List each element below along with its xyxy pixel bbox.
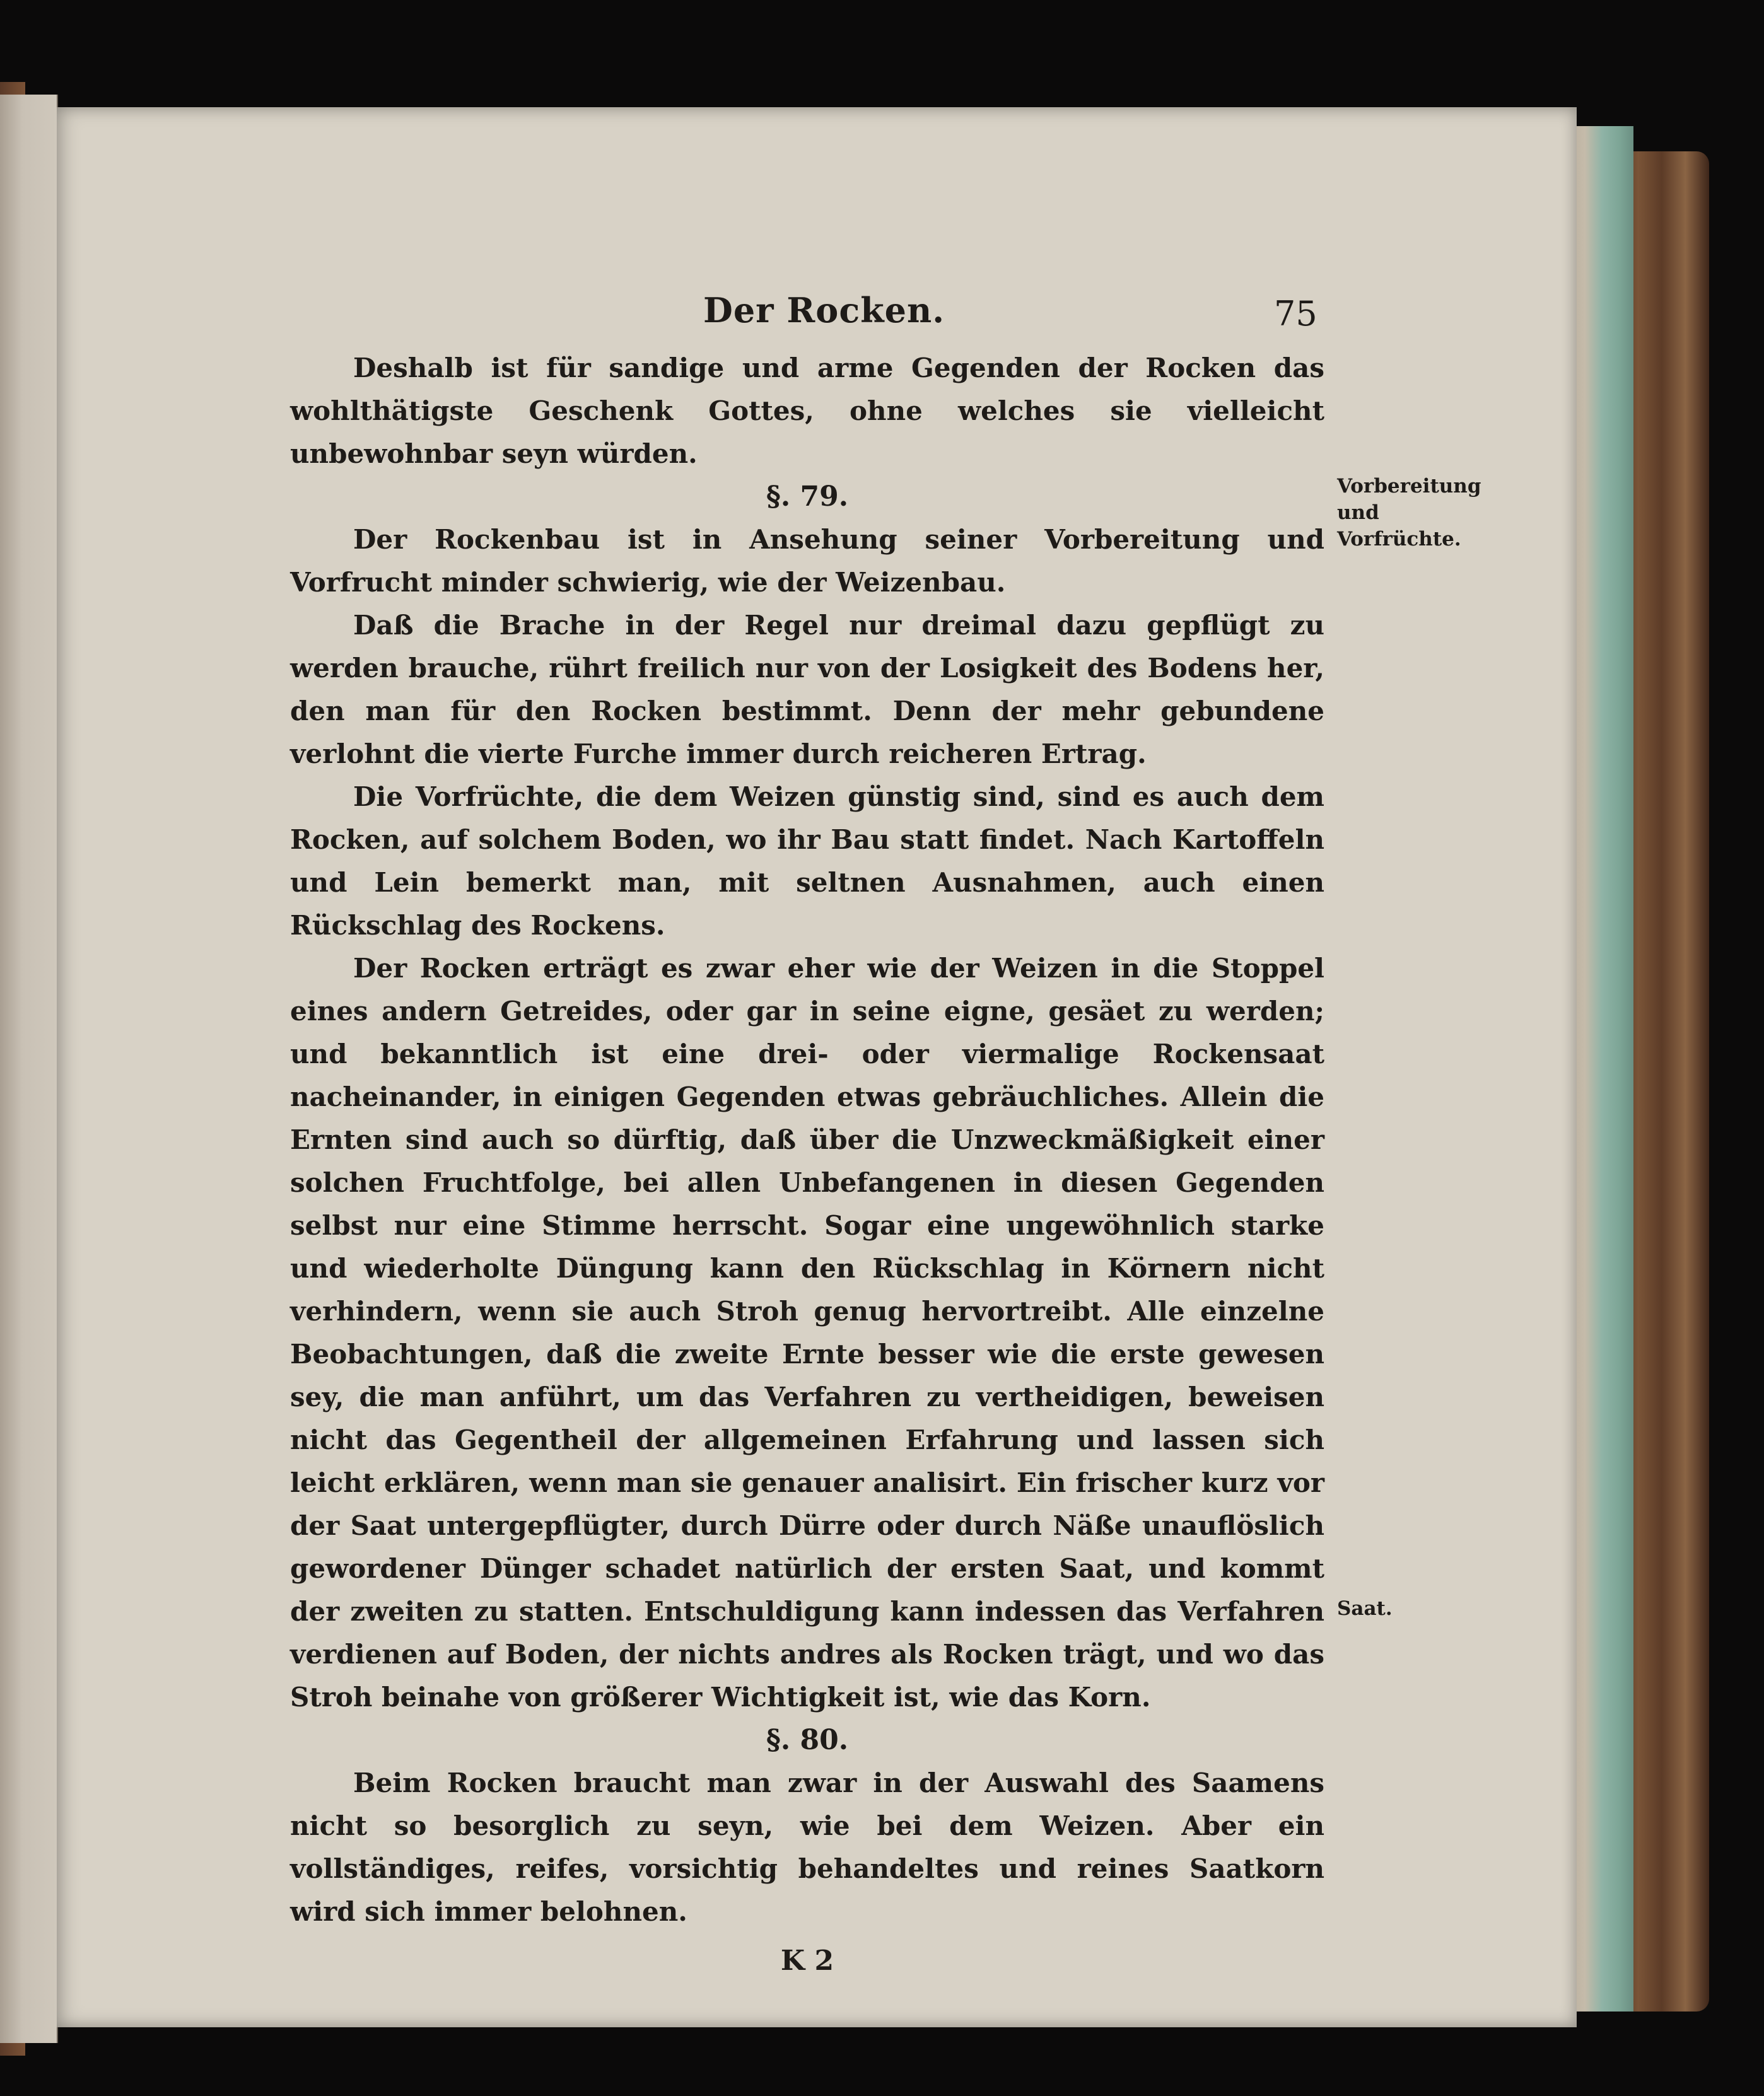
paragraph-4: Die Vorfrüchte, die dem Weizen günstig sind, sind es auch dem Rocken, auf solchem Boden, wo ihr Bau statt findet. Nach Kartoffeln und Lein bemerkt man, mit seltnen Ausnahmen, auch einen Rückschlag des Rockens. bbox=[290, 781, 1324, 941]
paragraph-6: Beim Rocken braucht man zwar in der Auswahl des Saamens nicht so besorglich zu seyn, wie bei dem Weizen. Aber ein vollständiges, reifes, vorsichtig behandeltes und reines Saatkorn wird sich immer belohnen. bbox=[290, 1767, 1324, 1927]
text-block bbox=[290, 277, 1324, 1982]
paragraph-2: Der Rockenbau ist in Ansehung seiner Vorbereitung und Vorfrucht minder schwierig, wie der Weizenbau. bbox=[290, 524, 1324, 598]
section-heading-79: §. 79. bbox=[766, 480, 849, 513]
section-heading-80: §. 80. bbox=[766, 1724, 849, 1756]
marginal-note-seed: Saat. bbox=[1337, 1597, 1393, 1620]
book-page bbox=[57, 107, 1577, 2027]
left-page-edge bbox=[0, 95, 58, 2043]
page-header bbox=[290, 277, 1324, 347]
paragraph-3: Daß die Brache in der Regel nur dreimal dazu gepflügt zu werden brauche, rührt freilich nur von der Losigkeit des Bodens her, den man für den Rocken bestimmt. Denn der mehr gebundene verlohnt die vierte Furche immer durch reicheren Ertrag. bbox=[290, 610, 1324, 769]
marginal-note-preparation: Vorbereitung und Vorfrüchte. bbox=[1337, 475, 1481, 550]
running-title: Der Rocken. bbox=[703, 290, 945, 330]
signature-mark: K 2 bbox=[780, 1945, 834, 1977]
page-number: 75 bbox=[1274, 294, 1317, 334]
paragraph-5: Der Rocken erträgt es zwar eher wie der Weizen in die Stoppel eines andern Getreides, oder gar in seine eigne, gesäet zu werden; und bekanntlich ist eine drei- oder viermalige Rockensaat nacheinander, in einigen Gegenden etwas gebräuchliches. Allein die Ernten sind auch so dürftig, daß über die Unzweckmäßigkeit einer solchen Fruchtfolge, bei allen Unbefangenen in diesen Gegenden selbst nur eine Stimme herrscht. Sogar eine ungewöhnlich starke und wiederholte Düngung kann den Rückschlag in Körnern nicht verhindern, wenn sie auch Stroh genug hervortreibt. Alle einzelne Beobachtungen, daß die zweite Ernte besser wie die erste gewesen sey, die man anführt, um das Verfahren zu vertheidigen, beweisen nicht das Gegentheil der allgemeinen Erfahrung und lassen sich leicht erklären, wenn man sie genauer analisirt. Ein frischer kurz vor der Saat untergepflügter, durch Dürre oder durch Näße unauflöslich gewordener Dünger schadet natürlich der ersten Saat, und kommt der zweiten zu statten. Entschuldigung kann indessen das Verfahren verdienen auf Boden, der nichts andres als Rocken trägt, und wo das Stroh beinahe von größerer Wichtigkeit ist, wie das Korn. bbox=[290, 953, 1324, 1713]
paragraph-1: Deshalb ist für sandige und arme Gegenden der Rocken das wohlthätigste Geschenk Gottes, ohne welches sie vielleicht unbewohnbar seyn würden. bbox=[290, 352, 1324, 469]
